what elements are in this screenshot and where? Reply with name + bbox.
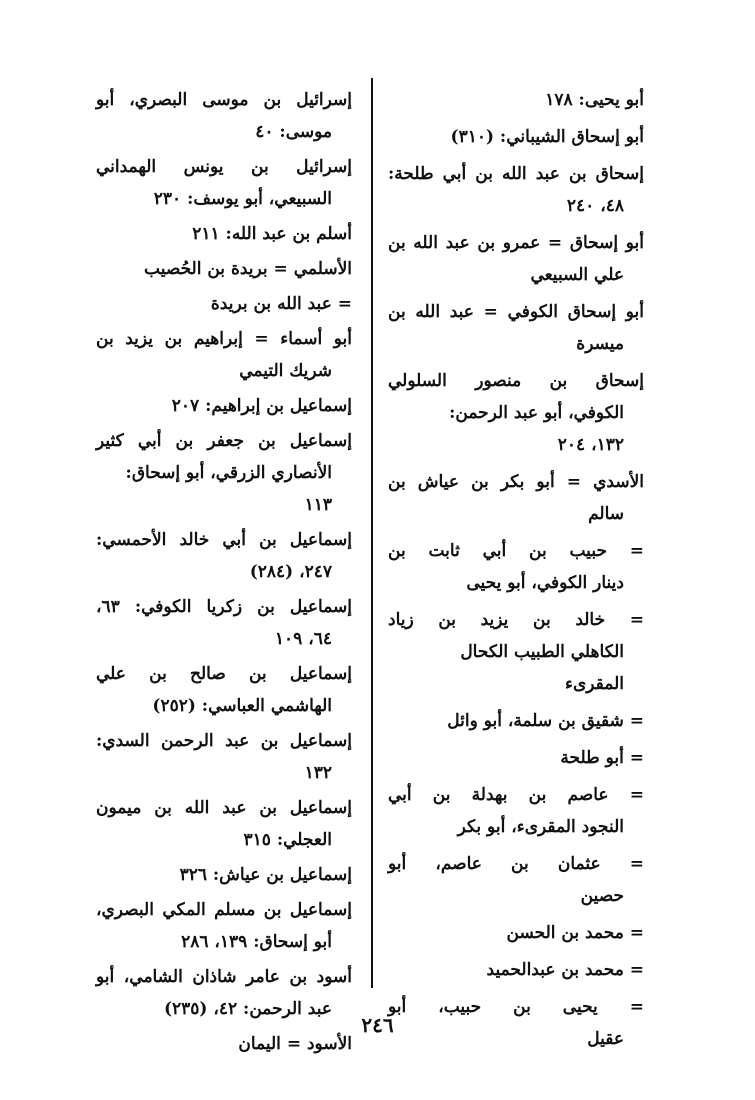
index-entry [96,591,352,655]
entry-heading-line: = عثمان بن عاصم، أبو [388,854,644,874]
entry-heading-line: أبو إسحاق = عمرو بن عبد الله بن [388,233,644,253]
entry-heading-line: إسماعيل بن إبراهيم: ٢٠٧ [171,396,352,416]
entry-heading-line: أبو إسحاق الكوفي = عبد الله بن [388,302,644,322]
entry-heading-line: = عاصم بن بهدلة بن أبي [388,785,644,805]
entry-continuation-line: موسى: ٤٠ [255,122,332,142]
entry-continuation-line: المقرىء [564,674,624,694]
entry-continuation-line: العجلي: ٣١٥ [243,830,332,850]
entry-heading-line: إسماعيل بن عبد الله بن ميمون [96,798,352,818]
entry-heading-line: = أبو طلحة [560,748,644,768]
entry-heading-line: إسماعيل بن مسلم المكي البصري، [96,900,352,920]
entry-heading-line: = محمد بن عبدالحميد [486,960,644,980]
entry-heading-line: أبو يحيى: ١٧٨ [545,90,644,110]
index-entry [96,524,352,588]
entry-heading-line: أبو إسحاق الشيباني: (٣١٠) [450,127,644,147]
index-entry [388,84,644,116]
entry-heading-line: الأسود = اليمان [238,1034,352,1054]
entry-continuation-line: الكوفي، أبو عبد الرحمن: [449,403,624,423]
entry-heading-line: إسماعيل بن عبد الرحمن السدي: [96,731,352,751]
entry-heading-line: إسرائيل بن موسى البصري، أبو [96,90,352,110]
index-entry [388,535,644,599]
entry-continuation-line: أبو إسحاق: ١٣٩، ٢٨٦ [181,932,332,952]
entry-continuation-line: ٢٤٧، (٢٨٤) [249,562,332,582]
entry-continuation-line: دينار الكوفي، أبو يحيى [466,573,624,593]
index-entry [96,425,352,521]
index-entry [96,323,352,387]
entry-heading-line: إسماعيل بن جعفر بن أبي كثير [96,431,352,451]
entry-heading-line: أبو أسماء = إبراهيم بن يزيد بن [96,329,352,349]
index-column-right [388,84,644,1060]
index-entry [388,742,644,774]
entry-continuation-line: ميسرة [576,334,624,354]
entry-continuation-line: ٦٤، ١٠٩ [274,629,332,649]
page-number: ٢٤٦ [361,1013,394,1037]
index-entry [96,390,352,422]
entry-heading-line: الأسلمي = بريدة بن الحُصيب [144,259,352,279]
entry-heading-line: = يحيى بن حبيب، أبو [388,997,644,1017]
entry-heading-line: إسماعيل بن صالح بن علي [96,664,352,684]
entry-heading-line: إسرائيل بن يونس الهمداني [96,157,352,177]
index-entry [96,859,352,891]
entry-continuation-line: الكاهلي الطبيب الكحال [460,642,624,662]
entry-heading-line: = خالد بن يزيد بن زياد [388,610,644,630]
index-entry [388,848,644,912]
index-entry [96,151,352,215]
index-entry [388,779,644,843]
index-entry [388,121,644,153]
index-entry [388,227,644,291]
index-entry [96,658,352,722]
index-entry [388,705,644,737]
index-entry [388,296,644,360]
index-entry [388,466,644,530]
index-entry [96,253,352,285]
entry-continuation-line: حصين [580,886,624,906]
entry-continuation-line: عقيل [587,1029,624,1049]
index-entry [96,288,352,320]
index-entry [388,604,644,700]
entry-continuation-line: السبيعي، أبو يوسف: ٢٣٠ [153,189,332,209]
entry-heading-line: أسود بن عامر شاذان الشامي، أبو [96,967,352,987]
entry-heading-line: إسماعيل بن أبي خالد الأحمسي: [96,530,352,550]
index-entry [96,894,352,958]
entry-continuation-line: ٤٨، ٢٤٠ [566,196,624,216]
index-entry [388,365,644,461]
entry-heading-line: إسماعيل بن زكريا الكوفي: ٦٣، [96,597,352,617]
entry-continuation-line: الأنصاري الزرقي، أبو إسحاق: [125,463,332,483]
entry-continuation-line: ١٣٢، ٢٠٤ [557,435,624,455]
column-divider [371,78,373,988]
entry-continuation-line: عبد الرحمن: ٤٢، (٢٣٥) [163,999,332,1019]
entry-heading-line: = شقيق بن سلمة، أبو وائل [447,711,644,731]
index-entry [96,84,352,148]
entry-heading-line: = حبيب بن أبي ثابت بن [388,541,644,561]
entry-heading-line: إسحاق بن منصور السلولي [388,371,644,391]
entry-continuation-line: الهاشمي العباسي: (٢٥٢) [152,696,332,716]
entry-heading-line: إسماعيل بن عياش: ٣٢٦ [179,865,352,885]
entry-continuation-line: شريك التيمي [239,361,332,381]
entry-heading-line: إسحاق بن عبد الله بن أبي طلحة: [388,164,644,184]
index-entry [388,917,644,949]
entry-heading-line: = محمد بن الحسن [506,923,644,943]
entry-continuation-line: سالم [588,504,624,524]
index-column-left [96,84,352,1063]
entry-continuation-line: ١١٣ [304,495,332,515]
index-entry [96,218,352,250]
entry-heading-line: الأسدي = أبو بكر بن عياش بن [388,472,644,492]
entry-continuation-line: ١٣٢ [304,763,332,783]
entry-heading-line: = عبد الله بن بريدة [210,294,352,314]
index-entry [388,954,644,986]
index-entry [96,725,352,789]
entry-continuation-line: النجود المقرىء، أبو بكر [457,817,624,837]
entry-heading-line: أسلم بن عبد الله: ٢١١ [192,224,352,244]
entry-continuation-line: علي السبيعي [530,265,624,285]
index-entry [388,158,644,222]
index-entry [96,792,352,856]
